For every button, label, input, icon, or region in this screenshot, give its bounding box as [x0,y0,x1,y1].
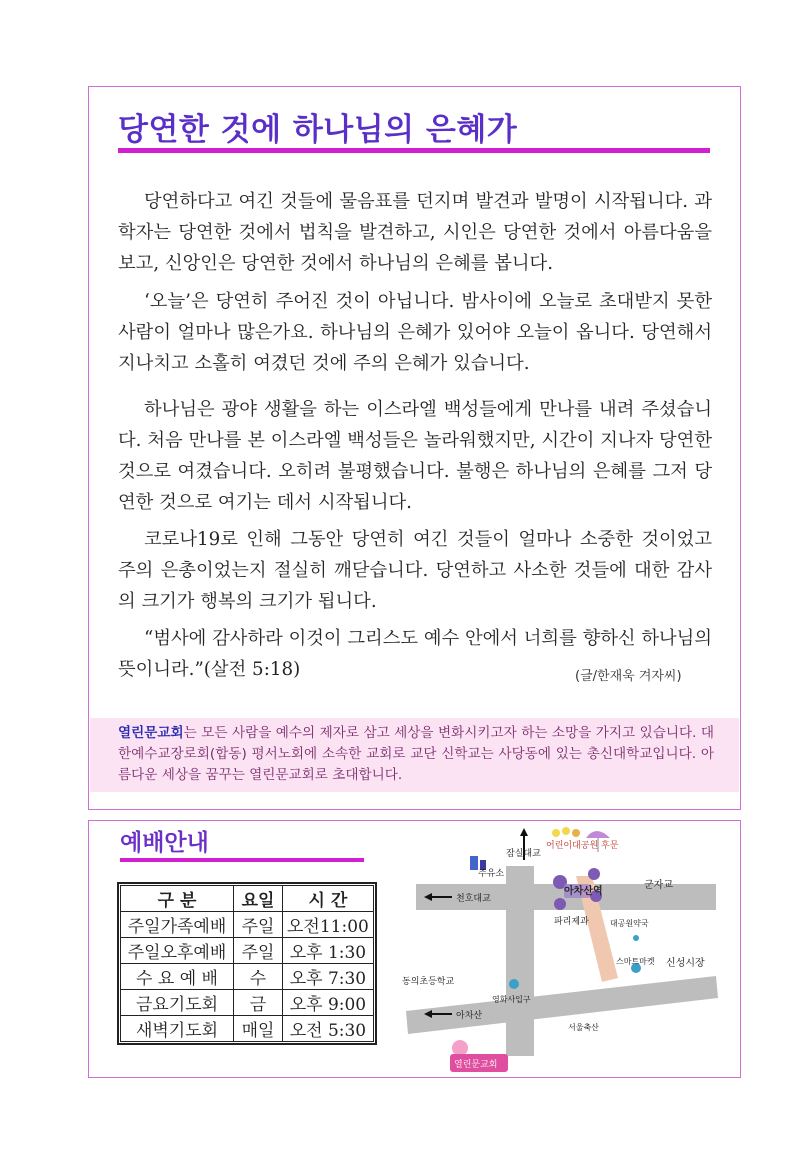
map-label-church: 열린문교회 [454,1060,498,1070]
article-byline: (글/한재욱 겨자씨) [575,669,682,684]
service-time: 오전 5:30 [283,1016,374,1042]
church-name: 열린문교회 [118,725,184,741]
title-underline [118,148,710,153]
map-label-pharmacy: 대공원약국 [610,919,649,928]
service-day: 금 [234,990,283,1016]
service-time: 오후 1:30 [283,938,374,964]
service-day: 매일 [234,1016,283,1042]
map-label-school: 동의초등학교 [402,977,455,987]
road-vertical [506,866,534,1056]
service-day: 주일 [234,912,283,938]
article-paragraph-4: 코로나19로 인해 그동안 당연히 여긴 것들이 얼마나 소중한 것이었고 주의 은총이었는지 절실히 깨닫습니다. 당연하고 사소한 것들에 대한 감사의 크기가 행복의 크기가 됩니다. [118,529,712,612]
header-category: 구 분 [121,886,234,912]
service-name: 수 요 예 배 [121,964,234,990]
service-time: 오후 7:30 [283,964,374,990]
map-label-jamsil: 잠실대교 [506,849,541,859]
gas-station-icon [470,856,486,870]
church-intro-text [118,723,714,786]
church-location-map [396,826,726,1076]
north-arrow-head [520,828,528,836]
service-time: 오전11:00 [283,912,374,938]
worship-title-underline [120,858,364,862]
worship-schedule-table [120,885,374,1042]
article-paragraph-2: ‘오늘’은 당연히 주어진 것이 아닙니다. 밤사이에 오늘로 초대받지 못한 사람이 얼마나 많은가요. 하나님의 은혜가 있어야 오늘이 옵니다. 당연해서 지나치고 소홀히 여겼던 것에 주의 은혜가 있습니다. [118,291,712,374]
map-label-bakery: 파리제과 [554,917,589,927]
map-label-park: 어린이대공원 후문 [546,841,619,851]
service-day: 수 [234,964,283,990]
scripture-quote: “범사에 감사하라 이것이 그리스도 예수 안에서 너희를 향하신 하나님의 뜻이니라.”(살전 5:18) [118,628,712,680]
map-label-intersection: 영화사입구 [492,995,531,1004]
service-name: 금요기도회 [121,990,234,1016]
service-day: 주일 [234,938,283,964]
table-row [121,912,374,938]
church-intro-body: 는 모든 사람을 예수의 제자로 삼고 세상을 변화시키고자 하는 소망을 가지고 있습니다. 대한예수교장로회(합동) 평서노회에 소속한 교회로 교단 신학교는 사당동에 있는 총신대학교입니다. 아름다운 세상을 꿈꾸는 열린문교회로 초대합니다. [118,725,714,783]
table-header-row [121,886,374,912]
map-label-cheonho: 천호대교 [456,894,491,904]
header-time: 시 간 [283,886,374,912]
worship-title: 예배안내 [120,830,209,856]
table-row [121,964,374,990]
map-label-smart: 스마트마켓 [616,957,655,966]
service-name: 주일가족예배 [121,912,234,938]
intersection-marker-icon [509,979,519,989]
article-title: 당연한 것에 하나님의 은혜가 [118,112,518,148]
article-paragraph-3: 하나님은 광야 생활을 하는 이스라엘 백성들에게 만나를 내려 주셨습니다. 처음 만나를 본 이스라엘 백성들은 놀라워했지만, 시간이 지나자 당연한 것으로 여겼습니다. 오히려 불평했습니다. 불행은 하나님의 은혜를 그저 당연한 것으로 여기는 데서 시작됩니다. [118,399,712,513]
table-row [121,990,374,1016]
map-label-achasan: 아차산 [456,1011,483,1021]
pharmacy-marker-icon [633,935,639,941]
map-label-station: 아차산역 [564,886,603,897]
map-label-gas: 주유소 [478,869,505,879]
service-time: 오후 9:00 [283,990,374,1016]
map-label-market: 신성시장 [666,958,705,969]
map-label-butcher: 서울축산 [568,1023,599,1032]
service-name: 주일오후예배 [121,938,234,964]
header-day: 요일 [234,886,283,912]
table-row [121,1016,374,1042]
table-row [121,938,374,964]
church-intro-box [90,718,739,792]
map-label-gunja: 군자교 [644,880,673,891]
service-name: 새벽기도회 [121,1016,234,1042]
article-paragraph-1: 당연하다고 여긴 것들에 물음표를 던지며 발견과 발명이 시작됩니다. 과학자는 당연한 것에서 법칙을 발견하고, 시인은 당연한 것에서 아름다움을 보고, 신앙인은 당연한 것에서 하나님의 은혜를 봅니다. [118,191,712,274]
